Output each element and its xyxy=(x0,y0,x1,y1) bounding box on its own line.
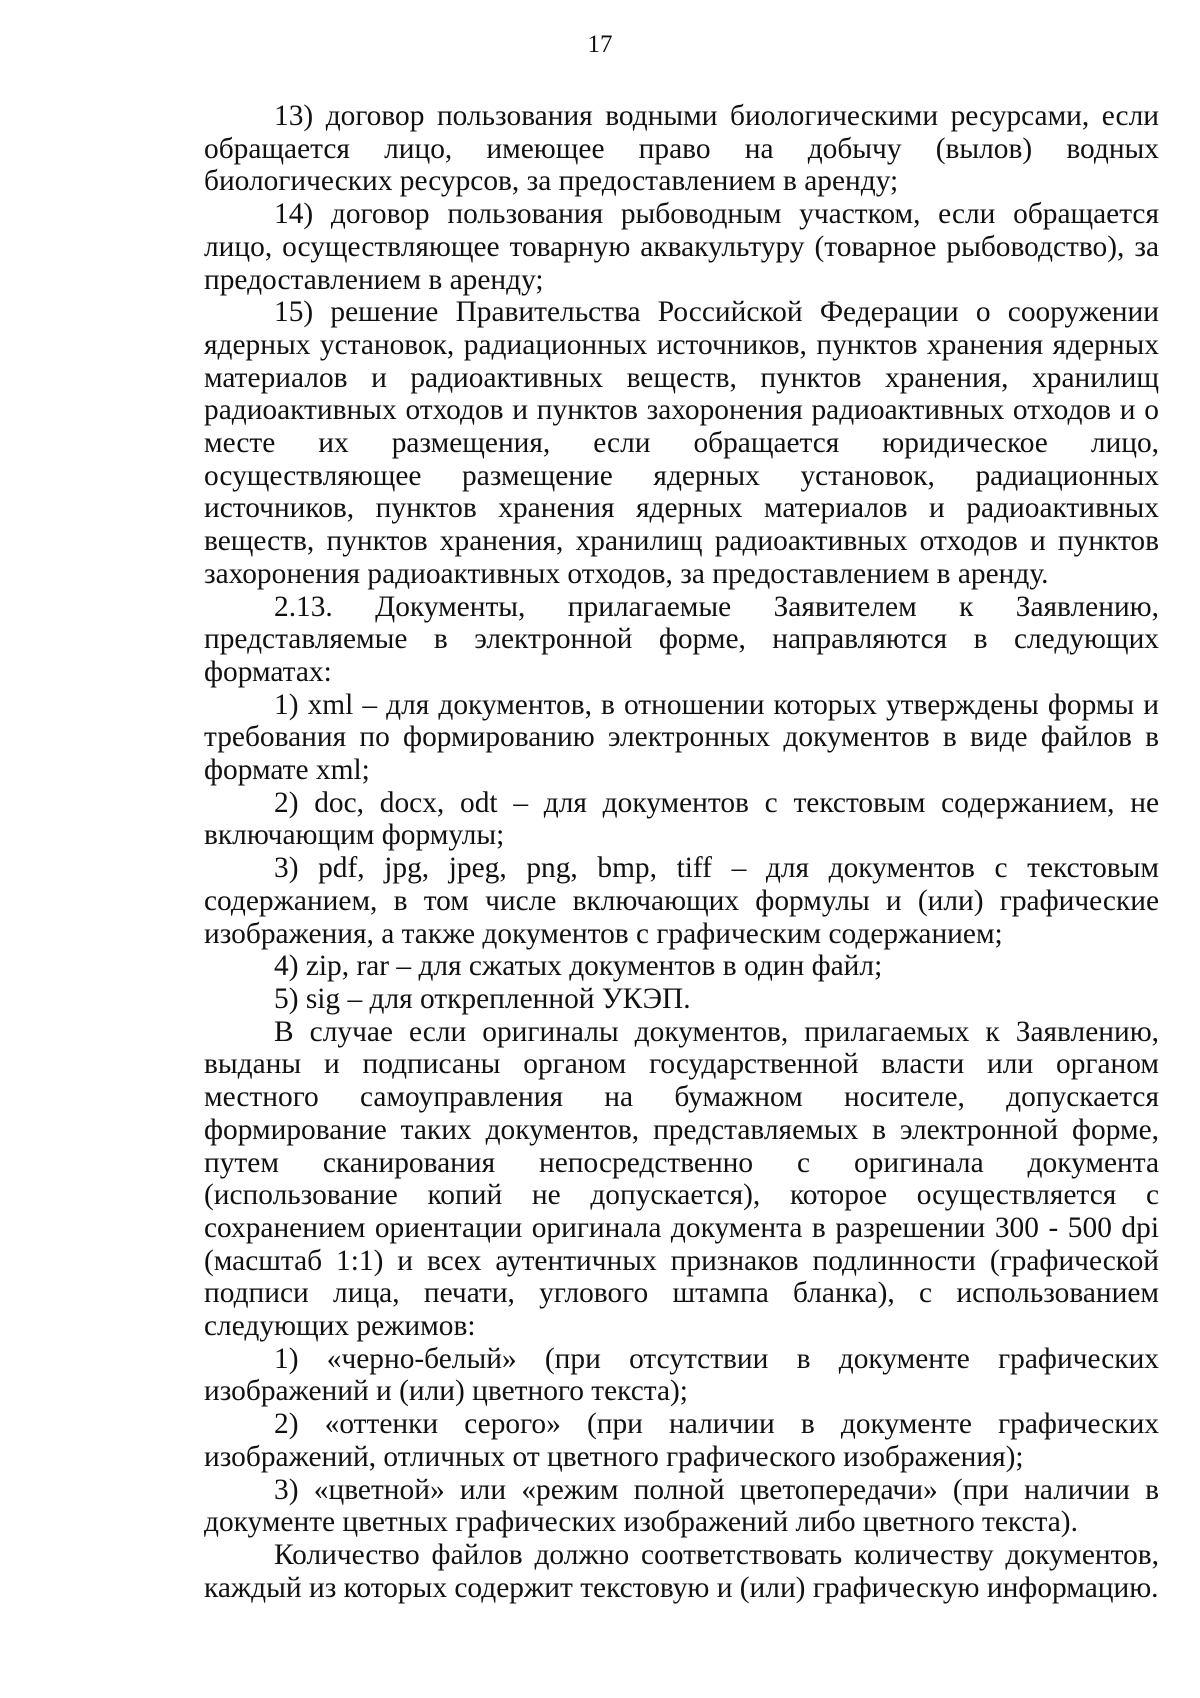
paragraph-scanning-rules: В случае если оригиналы документов, прилагаемых к Заявлению, выданы и подписаны органом государственной власти или органом местного самоуправления на бумажном носителе, допускается формирование таких документов, представляемых в электронной форме, путем сканирования непосредственно с оригинала документа (использование копий не допускается), которое осуществляется с сохранением ориентации оригинала документа в разрешении 300 - 500 dpi (масштаб 1:1) и всех аутентичных признаков подлинности (графической подписи лица, печати, углового штампа бланка), с использованием следующих режимов: xyxy=(204,1015,1159,1343)
paragraph-format-pdf: 3) pdf, jpg, jpeg, png, bmp, tiff – для документов с текстовым содержанием, в том числе включающих формулы и (или) графические изображения, а также документов с графическим содержанием; xyxy=(204,852,1159,950)
paragraph-mode-grayscale: 2) «оттенки серого» (при наличии в документе графических изображений, отличных от цветного графического изображения); xyxy=(204,1408,1159,1473)
paragraph-format-zip: 4) zip, rar – для сжатых документов в один файл; xyxy=(274,950,883,983)
document-body xyxy=(204,100,1159,1604)
page-number: 17 xyxy=(587,31,613,58)
paragraph-mode-bw: 1) «черно-белый» (при отсутствии в документе графических изображений и (или) цветного текста); xyxy=(204,1342,1159,1408)
paragraph-format-xml: 1) xml – для документов, в отношении которых утверждены формы и требования по формированию электронных документов в виде файлов в формате xml; xyxy=(204,688,1159,787)
paragraph-item-14: 14) договор пользования рыбоводным участком, если обращается лицо, осуществляющее товарную аквакультуру (товарное рыбоводство), за предоставлением в аренду; xyxy=(204,198,1159,296)
paragraph-section-2-13: 2.13. Документы, прилагаемые Заявителем к Заявлению, представляемые в электронной форме, направляются в следующих форматах: xyxy=(204,590,1159,688)
paragraph-format-doc: 2) doc, docx, odt – для документов с текстовым содержанием, не включающим формулы; xyxy=(204,786,1159,852)
paragraph-item-15: 15) решение Правительства Российской Федерации о сооружении ядерных установок, радиационных источников, пунктов хранения ядерных материалов и радиоактивных веществ, пунктов хранения, хранилищ радиоактивных отходов и пунктов захоронения радиоактивных отходов и о месте их размещения, если обращается юридическое лицо, осуществляющее размещение ядерных установок, радиационных источников, пунктов хранения ядерных материалов и радиоактивных веществ, пунктов хранения, хранилищ радиоактивных отходов и пунктов захоронения радиоактивных отходов, за предоставлением в аренду. xyxy=(204,296,1159,590)
paragraph-file-count: Количество файлов должно соответствовать количеству документов, каждый из которых содержит текстовую и (или) графическую информацию. xyxy=(204,1538,1159,1604)
paragraph-item-13: 13) договор пользования водными биологическими ресурсами, если обращается лицо, имеющее право на добычу (вылов) водных биологических ресурсов, за предоставлением в аренду; xyxy=(204,100,1159,198)
paragraph-format-sig: 5) sig – для открепленной УКЭП. xyxy=(274,982,691,1015)
paragraph-mode-color: 3) «цветной» или «режим полной цветопередачи» (при наличии в документе цветных графических изображений либо цветного текста). xyxy=(204,1473,1159,1539)
